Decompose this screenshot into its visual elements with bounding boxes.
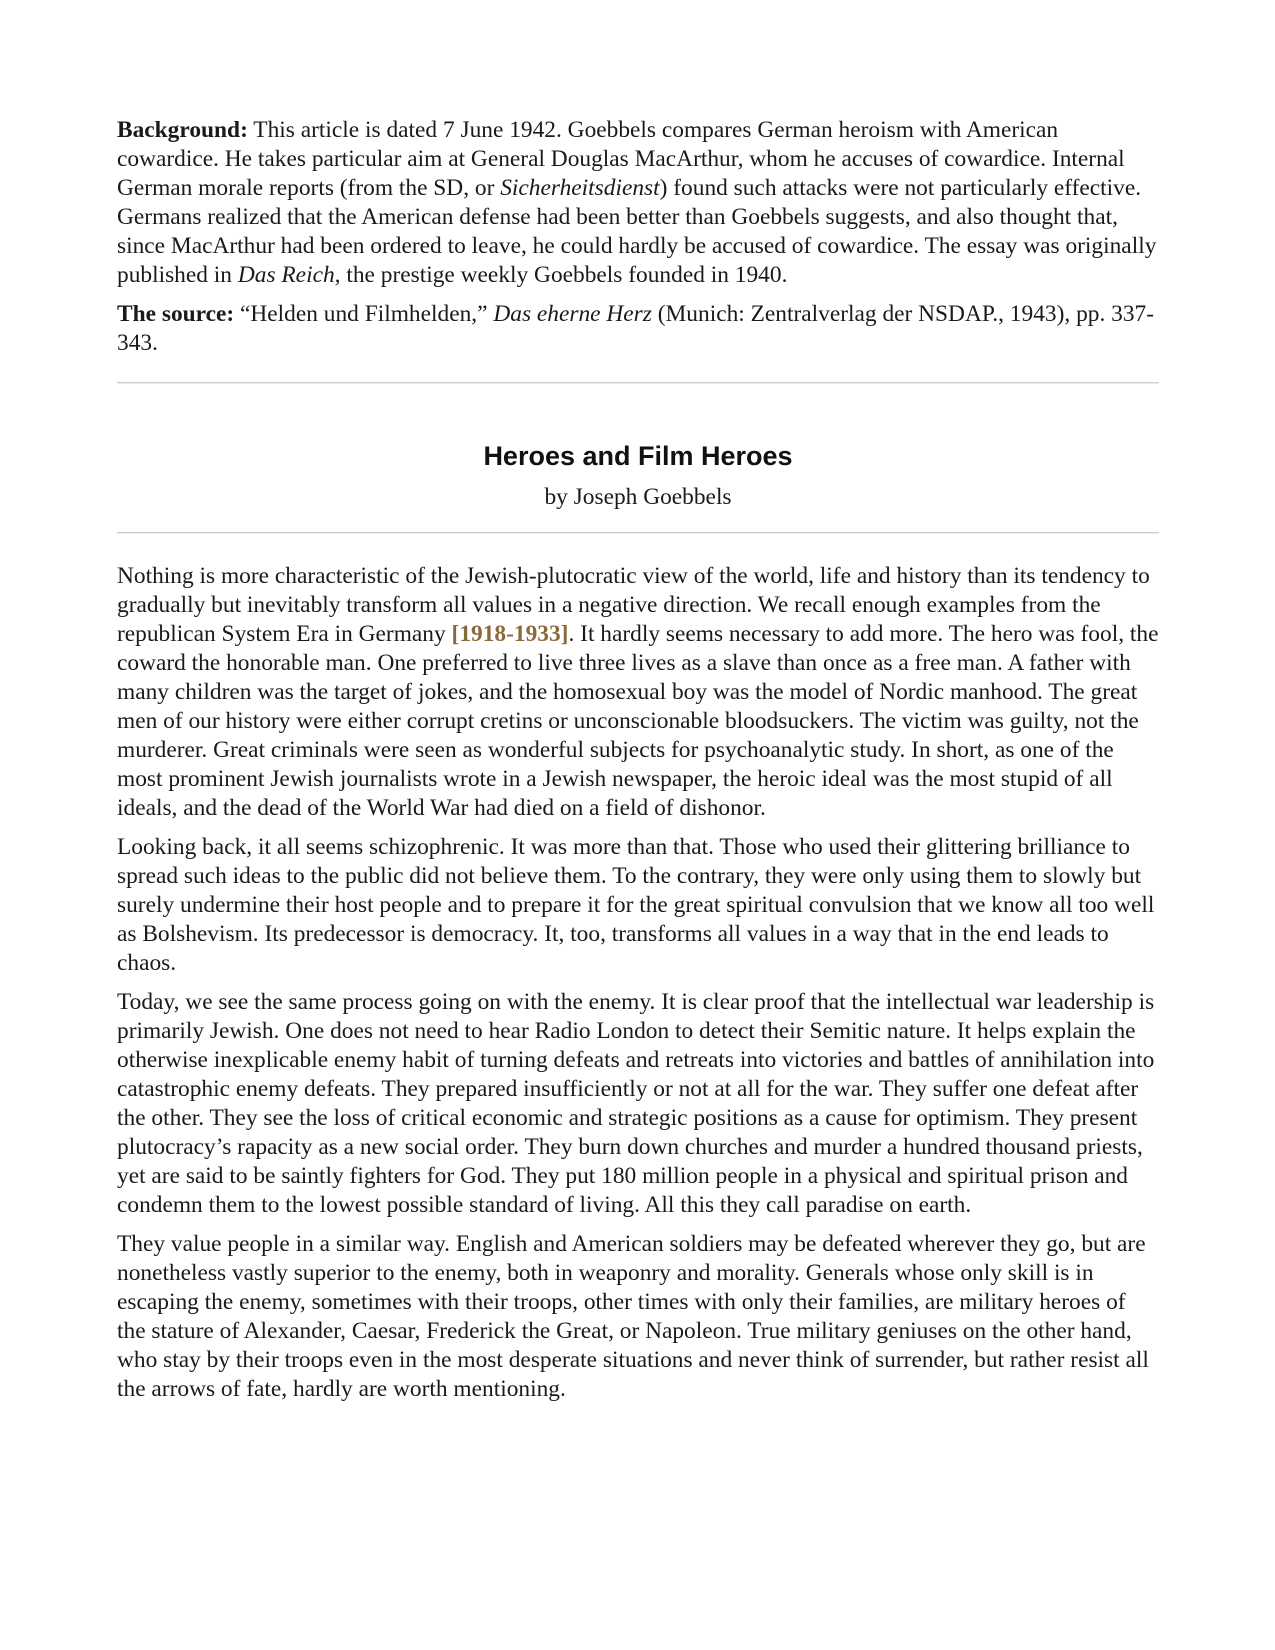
editor-note-link[interactable]: [1918-1933] xyxy=(451,621,569,647)
document-page xyxy=(117,116,1159,1414)
body-paragraph-1-text-b: . It hardly seems necessary to add more. The hero was fool, the coward the honorable man. One preferred to live three lives as a slave than once as a free man. A father with many children was the target of jokes, and the homosexual boy was the model of Nordic manhood. The great men of our history were either corrupt cretins or unconscionable bloodsuckers. The victim was guilty, not the murderer. Great criminals were seen as wonderful subjects for psychoanalytic study. In short, as one of the most prominent Jewish journalists wrote in a Jewish newspaper, the heroic ideal was the most stupid of all ideals, and the dead of the World War had died on a field of dishonor. xyxy=(117,621,1159,821)
body-paragraph-3: Today, we see the same process going on with the enemy. It is clear proof that the intellectual war leadership is primarily Jewish. One does not need to hear Radio London to detect their Semitic nature. It helps explain the otherwise inexplicable enemy habit of turning defeats and retreats into victories and battles of annihilation into catastrophic enemy defeats. They prepared insufficiently or not at all for the war. They suffer one defeat after the other. They see the loss of critical economic and strategic positions as a cause for optimism. They present plutocracy’s rapacity as a new social order. They burn down churches and murder a hundred thousand priests, yet are said to be saintly fighters for God. They put 180 million people in a physical and spiritual prison and condemn them to the lowest possible standard of living. All this they call paradise on earth. xyxy=(117,989,1155,1218)
source-label: The source: xyxy=(117,301,235,327)
source-italic: Das eherne Herz xyxy=(493,301,652,327)
body-paragraph-4: They value people in a similar way. English and American soldiers may be defeated wherever they go, but are nonetheless vastly superior to the enemy, both in weaponry and morality. Generals whose only skill is in escaping the enemy, sometimes with their troops, other times with only their families, are military heroes of the stature of Alexander, Caesar, Frederick the Great, or Napoleon. True military geniuses on the other hand, who stay by their troops even in the most desperate situations and never think of surrender, but rather resist all the arrows of fate, hardly are worth mentioning. xyxy=(117,1231,1149,1402)
source-text-1: “Helden und Filmhelden,” xyxy=(234,301,494,327)
article-byline: by Joseph Goebbels xyxy=(544,484,732,510)
background-text-2: ) found such attacks were not particularly effective. Germans realized that the American defense had been better than Goebbels suggests, and also thought that, since MacArthur had been ordered to leave, he could hardly be accused of cowardice. The essay was originally published in xyxy=(117,175,1157,288)
divider-bottom xyxy=(117,532,1159,534)
background-text-1: This article is dated 7 June 1942. Goebbels compares German heroism with American cowardice. He takes particular aim at General Douglas MacArthur, whom he accuses of cowardice. Internal German morale reports (from the SD, or xyxy=(117,117,1125,201)
background-label: Background: xyxy=(117,117,248,143)
source-text-2: (Munich: Zentralverlag der NSDAP., 1943), pp. 337-343. xyxy=(117,301,1155,356)
article-title: Heroes and Film Heroes xyxy=(483,441,793,471)
divider-top xyxy=(117,382,1159,384)
body-paragraph-1-text-a: Nothing is more characteristic of the Jewish-plutocratic view of the world, life and history than its tendency to gradually but inevitably transform all values in a negative direction. We recall enough examples from the republican System Era in Germany xyxy=(117,563,1150,647)
source-paragraph xyxy=(117,300,1159,358)
background-paragraph xyxy=(117,116,1159,290)
background-italic-1: Sicherheitsdienst xyxy=(500,175,660,201)
body-paragraph-1 xyxy=(117,562,1159,823)
background-text-3: the prestige weekly Goebbels founded in 1940. xyxy=(340,262,788,288)
background-italic-2: Das Reich, xyxy=(237,262,341,288)
body-paragraph-2: Looking back, it all seems schizophrenic. It was more than that. Those who used their glittering brilliance to spread such ideas to the public did not believe them. To the contrary, they were only using them to slowly but surely undermine their host people and to prepare it for the great spiritual convulsion that we know all too well as Bolshevism. Its predecessor is democracy. It, too, transforms all values in a way that in the end leads to chaos. xyxy=(117,834,1155,976)
